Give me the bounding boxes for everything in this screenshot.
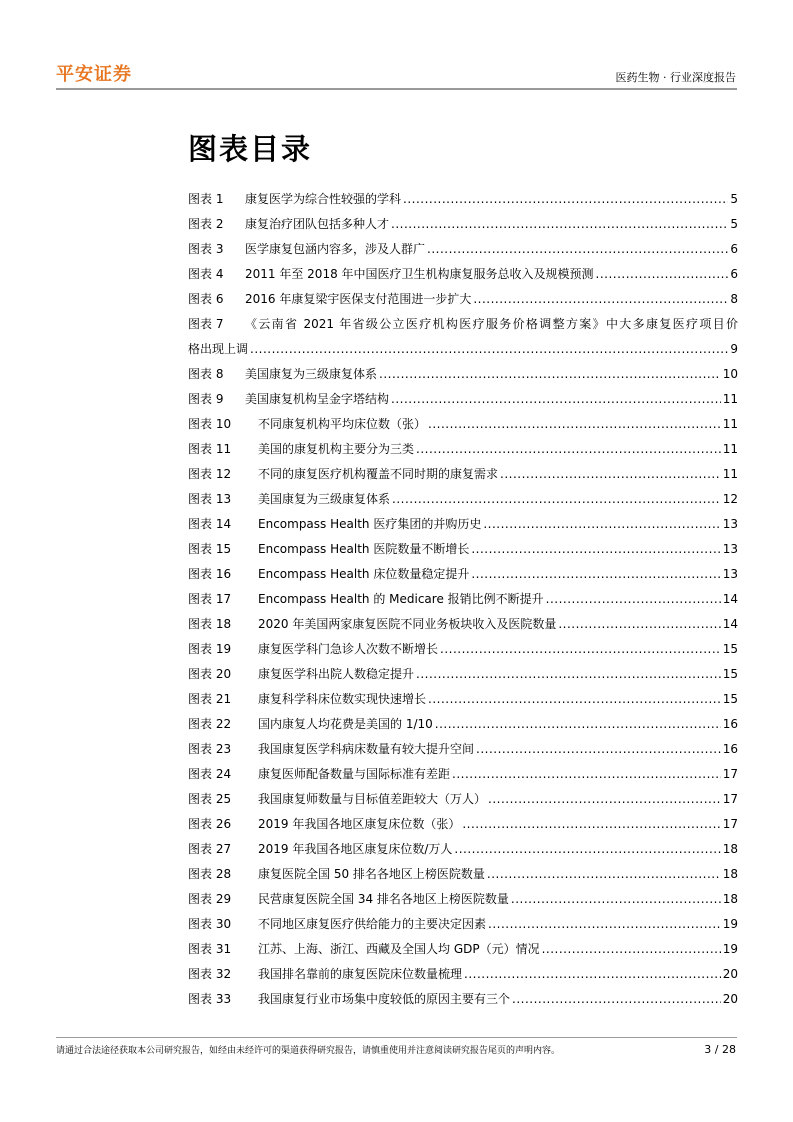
figure-number: 图表 13 [188, 492, 232, 506]
dot-leader [488, 912, 721, 937]
figure-number: 图表 2 [188, 217, 224, 231]
figure-caption: 康复医学科门急诊人次数不断增长 [258, 642, 439, 656]
figure-caption: Encompass Health 医院数量不断增长 [258, 542, 470, 556]
figure-caption: 美国康复为三级康复体系 [245, 367, 378, 381]
toc-entry[interactable] [188, 387, 738, 412]
toc-entry[interactable] [188, 637, 738, 662]
toc-entry[interactable] [188, 212, 738, 237]
toc-entry[interactable] [188, 187, 738, 212]
figure-number: 图表 15 [188, 542, 232, 556]
figure-caption: 民营康复医院全国 34 排名各地区上榜医院数量 [258, 892, 509, 906]
figure-number: 图表 14 [188, 517, 232, 531]
toc-entry[interactable] [188, 662, 738, 687]
toc-entry[interactable] [188, 812, 738, 837]
figure-number: 图表 1 [188, 192, 224, 206]
figure-caption: 《云南省 2021 年省级公立医疗机构医疗服务价格调整方案》中大多康复医疗项目价 [245, 317, 738, 331]
toc-entry[interactable] [188, 462, 738, 487]
report-category: 医药生物 · 行业深度报告 [615, 71, 736, 84]
figure-number: 图表 12 [188, 467, 232, 481]
dot-leader [488, 787, 721, 812]
dot-leader [391, 387, 721, 412]
toc-entry[interactable] [188, 512, 738, 537]
figure-number: 图表 30 [188, 917, 232, 931]
dot-leader [511, 887, 721, 912]
figure-number: 图表 33 [188, 992, 232, 1006]
page-ref: 12 [722, 492, 738, 506]
dot-leader [416, 662, 721, 687]
figure-caption: 我国康复行业市场集中度较低的原因主要有三个 [258, 992, 511, 1006]
page-ref: 15 [722, 667, 738, 681]
figure-number: 图表 16 [188, 567, 232, 581]
figure-caption: 我国康复师数量与目标值差距较大（万人） [258, 792, 487, 806]
figure-number: 图表 23 [188, 742, 232, 756]
figure-number: 图表 27 [188, 842, 232, 856]
toc-entry[interactable] [188, 762, 738, 787]
dot-leader [464, 962, 721, 987]
figure-number: 图表 4 [188, 267, 224, 281]
toc-entry[interactable] [188, 362, 738, 387]
dot-leader [471, 562, 720, 587]
dot-leader [512, 987, 721, 1012]
page-ref: 19 [722, 942, 738, 956]
page-ref: 6 [730, 242, 738, 256]
dot-leader [379, 362, 721, 387]
toc-entry[interactable] [188, 687, 738, 712]
figure-caption: 2020 年美国两家康复医院不同业务板块收入及医院数量 [258, 617, 557, 631]
toc-entry[interactable] [188, 287, 738, 312]
figure-list [188, 187, 738, 1012]
dot-leader [596, 262, 729, 287]
dot-leader [416, 437, 721, 462]
figure-number: 图表 7 [188, 317, 224, 331]
page-ref: 10 [722, 367, 738, 381]
toc-entry[interactable] [188, 712, 738, 737]
figure-caption: 美国康复为三级康复体系 [258, 492, 391, 506]
figure-caption: 2011 年至 2018 年中国医疗卫生机构康复服务总收入及规模预测 [245, 267, 594, 281]
page-ref: 18 [722, 867, 738, 881]
toc-entry[interactable] [188, 412, 738, 437]
dot-leader [471, 537, 720, 562]
page-ref: 15 [722, 642, 738, 656]
company-logo: 平安证券 [56, 64, 132, 85]
figure-caption: 我国康复医学科病床数量有较大提升空间 [258, 742, 475, 756]
dot-leader [427, 237, 728, 262]
figure-number: 图表 29 [188, 892, 232, 906]
toc-entry[interactable] [188, 262, 738, 287]
figure-number: 图表 32 [188, 967, 232, 981]
figure-number: 图表 31 [188, 942, 232, 956]
toc-entry[interactable] [188, 237, 738, 262]
page-ref: 16 [722, 742, 738, 756]
page-ref: 20 [722, 992, 738, 1006]
figure-caption: 康复医学科出院人数稳定提升 [258, 667, 415, 681]
figure-caption: 2016 年康复梁宇医保支付范围进一步扩大 [245, 292, 472, 306]
page-number: 3 / 28 [704, 1043, 736, 1056]
dot-leader [428, 412, 721, 437]
figure-number: 图表 26 [188, 817, 232, 831]
dot-leader [391, 212, 728, 237]
toc-entry[interactable] [188, 937, 738, 962]
header-divider [56, 88, 737, 90]
figure-number: 图表 24 [188, 767, 232, 781]
toc-entry[interactable] [188, 312, 738, 362]
page-ref: 18 [722, 842, 738, 856]
figure-caption: 美国康复机构呈金字塔结构 [245, 392, 390, 406]
page-ref: 19 [722, 917, 738, 931]
figure-caption: 国内康复人均花费是美国的 1/10 [258, 717, 433, 731]
figure-number: 图表 18 [188, 617, 232, 631]
toc-entry[interactable] [188, 787, 738, 812]
toc-entry[interactable] [188, 437, 738, 462]
figure-number: 图表 25 [188, 792, 232, 806]
figure-caption: 医学康复包涵内容多，涉及人群广 [245, 242, 426, 256]
figure-number: 图表 3 [188, 242, 224, 256]
dot-leader [500, 462, 721, 487]
page-ref: 11 [722, 417, 738, 431]
page-ref: 5 [730, 192, 738, 206]
page-ref: 13 [722, 542, 738, 556]
page-ref: 14 [722, 617, 738, 631]
page-ref: 5 [730, 217, 738, 231]
toc-entry[interactable] [188, 737, 738, 762]
toc-entry[interactable] [188, 612, 738, 637]
page-ref: 6 [730, 267, 738, 281]
dot-leader [435, 712, 721, 737]
figure-caption: 江苏、上海、浙江、西藏及全国人均 GDP（元）情况 [258, 942, 540, 956]
figure-number: 图表 9 [188, 392, 224, 406]
dot-leader [462, 812, 720, 837]
dot-leader [428, 687, 721, 712]
figure-number: 图表 20 [188, 667, 232, 681]
figure-caption: 康复医师配备数量与国际标准有差距 [258, 767, 451, 781]
footer-disclaimer: 请通过合法途径获取本公司研究报告，如经由未经许可的渠道获得研究报告，请慎重使用并注意阅读研究报告尾页的声明内容。 [56, 1046, 561, 1056]
page-title: 图表目录 [188, 132, 313, 166]
page-ref: 17 [722, 767, 738, 781]
toc-entry[interactable] [188, 987, 738, 1012]
dot-leader [392, 487, 721, 512]
dot-leader [454, 837, 720, 862]
dot-leader [483, 512, 720, 537]
page-ref: 14 [722, 592, 738, 606]
dot-leader [440, 637, 721, 662]
figure-caption: 不同的康复医疗机构覆盖不同时期的康复需求 [258, 467, 499, 481]
page-ref: 11 [722, 442, 738, 456]
toc-entry[interactable] [188, 912, 738, 937]
dot-leader [487, 862, 721, 887]
page-ref: 16 [722, 717, 738, 731]
page-ref: 17 [722, 792, 738, 806]
page-ref: 13 [722, 567, 738, 581]
figure-number: 图表 28 [188, 867, 232, 881]
figure-number: 图表 22 [188, 717, 232, 731]
figure-number: 图表 10 [188, 417, 232, 431]
figure-caption: 不同地区康复医疗供给能力的主要决定因素 [258, 917, 487, 931]
dot-leader [542, 937, 721, 962]
dot-leader [403, 187, 728, 212]
toc-entry[interactable] [188, 837, 738, 862]
figure-caption: 康复科学科床位数实现快速增长 [258, 692, 427, 706]
figure-caption: Encompass Health 的 Medicare 报销比例不断提升 [258, 592, 544, 606]
figure-caption: 2019 年我国各地区康复床位数/万人 [258, 842, 453, 856]
toc-entry[interactable] [188, 962, 738, 987]
page-ref: 11 [722, 467, 738, 481]
toc-entry[interactable] [188, 562, 738, 587]
figure-number: 图表 21 [188, 692, 232, 706]
figure-caption: 2019 年我国各地区康复床位数（张） [258, 817, 461, 831]
toc-entry[interactable] [188, 537, 738, 562]
footer-divider [56, 1037, 737, 1038]
page-ref: 8 [730, 292, 738, 306]
page-ref: 15 [722, 692, 738, 706]
page-ref: 9 [730, 342, 738, 356]
toc-entry[interactable] [188, 862, 738, 887]
page-ref: 17 [722, 817, 738, 831]
dot-leader [546, 587, 721, 612]
figure-caption: 不同康复机构平均床位数（张） [258, 417, 427, 431]
figure-caption: Encompass Health 医疗集团的并购历史 [258, 517, 482, 531]
toc-entry[interactable] [188, 587, 738, 612]
figure-caption: Encompass Health 床位数量稳定提升 [258, 567, 470, 581]
page-ref: 11 [722, 392, 738, 406]
dot-leader [476, 737, 721, 762]
toc-entry[interactable] [188, 887, 738, 912]
dot-leader [250, 337, 728, 362]
page-ref: 18 [722, 892, 738, 906]
figure-caption: 康复医院全国 50 排名各地区上榜医院数量 [258, 867, 485, 881]
figure-caption: 康复医学为综合性较强的学科 [245, 192, 402, 206]
figure-number: 图表 19 [188, 642, 232, 656]
dot-leader [473, 287, 728, 312]
figure-caption: 美国的康复机构主要分为三类 [258, 442, 415, 456]
dot-leader [452, 762, 721, 787]
figure-number: 图表 17 [188, 592, 232, 606]
dot-leader [558, 612, 720, 637]
figure-caption: 我国排名靠前的康复医院床位数量梳理 [258, 967, 463, 981]
toc-entry[interactable] [188, 487, 738, 512]
page-ref: 20 [722, 967, 738, 981]
figure-number: 图表 6 [188, 292, 224, 306]
figure-number: 图表 11 [188, 442, 232, 456]
page-ref: 13 [722, 517, 738, 531]
figure-caption: 康复治疗团队包括多种人才 [245, 217, 390, 231]
figure-number: 图表 8 [188, 367, 224, 381]
figure-caption-continued: 格出现上调 [188, 342, 249, 356]
